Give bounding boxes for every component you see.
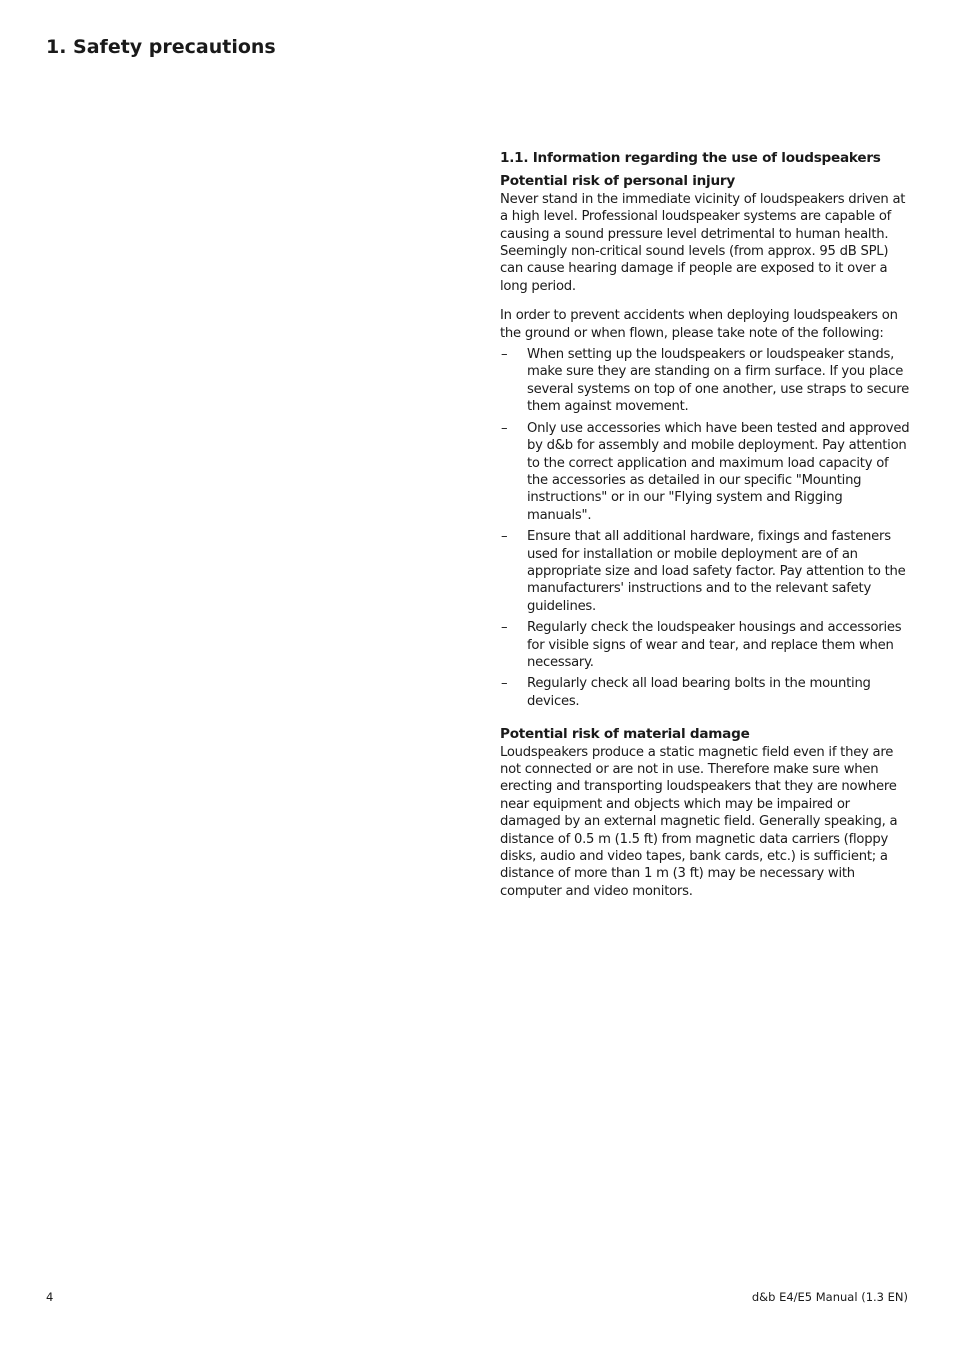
list-item-text: Regularly check the loudspeaker housings and accessories for visible signs of wear and tear, and replace them when necessary. bbox=[527, 620, 902, 670]
bullet-dash: – bbox=[501, 620, 508, 636]
personal-injury-heading: Potential risk of personal injury bbox=[500, 173, 735, 190]
personal-injury-paragraph: Never stand in the immediate vicinity of loudspeakers driven at a high level. Professional loudspeaker systems are capable of causing a sound pressure level detrimental to human health. Seemingly non-critical sound levels (from approx. 95 dB SPL) can cause hearing damage if people are exposed to it over a long period. bbox=[500, 191, 906, 294]
list-item-text: Only use accessories which have been tested and approved by d&b for assembly and mobile deployment. Pay attention to the correct application and maximum load capacity of the accessories as detailed in our specific "Mounting instructions" or in our "Flying system and Rigging manuals". bbox=[527, 420, 910, 523]
deployment-intro-paragraph: In order to prevent accidents when deploying loudspeakers on the ground or when flown, please take note of the following: bbox=[500, 308, 898, 341]
list-item bbox=[500, 346, 910, 416]
page-number: 4 bbox=[46, 1290, 54, 1304]
list-item bbox=[500, 528, 910, 615]
list-item bbox=[500, 675, 910, 710]
list-item-text: Regularly check all load bearing bolts in the mounting devices. bbox=[527, 676, 871, 709]
bullet-dash: – bbox=[501, 420, 508, 436]
bullet-dash: – bbox=[501, 676, 508, 692]
manual-title: d&b E4/E5 Manual (1.3 EN) bbox=[751, 1290, 908, 1304]
list-item-text: When setting up the loudspeakers or loudspeaker stands, make sure they are standing on a firm surface. If you place several systems on top of one another, use straps to secure them against movement. bbox=[527, 347, 910, 415]
section-heading: 1.1. Information regarding the use of loudspeakers bbox=[500, 150, 881, 166]
chapter-title: 1. Safety precautions bbox=[46, 36, 276, 58]
material-damage-paragraph: Loudspeakers produce a static magnetic field even if they are not connected or are not in use. Therefore make sure when erecting and transporting loudspeakers that they are nowhere near equipment and objects which may be impaired or damaged by an external magnetic field. Generally speaking, a distance of 0.5 m (1.5 ft) from magnetic data carriers (floppy disks, audio and video tapes, bank cards, etc.) is sufficient; a distance of more than 1 m (3 ft) may be necessary with computer and video monitors. bbox=[500, 744, 898, 899]
material-damage-heading: Potential risk of material damage bbox=[500, 726, 750, 743]
list-item-text: Ensure that all additional hardware, fixings and fasteners used for installation or mobile deployment are of an appropriate size and load safety factor. Pay attention to the manufacturers' instructions and to the relevant safety guidelines. bbox=[527, 529, 906, 614]
list-item bbox=[500, 420, 910, 524]
precautions-list bbox=[500, 346, 910, 710]
list-item bbox=[500, 619, 910, 671]
bullet-dash: – bbox=[501, 529, 508, 545]
content-column bbox=[500, 150, 910, 900]
bullet-dash: – bbox=[501, 347, 508, 363]
